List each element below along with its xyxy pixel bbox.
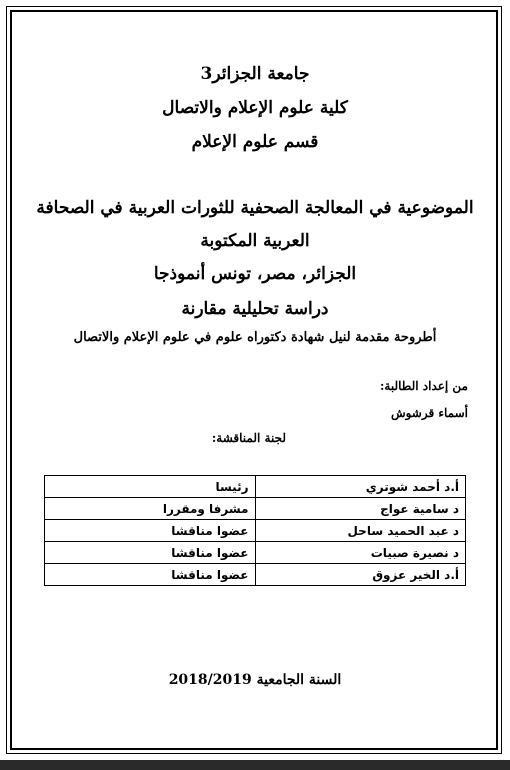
- table-row: [45, 520, 466, 542]
- member-role: عضوا مناقشا: [45, 542, 256, 564]
- department-name: قسم علوم الإعلام: [191, 132, 319, 152]
- thesis-subtitle: الجزائر، مصر، تونس أنموذجا: [153, 264, 357, 284]
- member-name: أ.د الخير عزوق: [255, 564, 466, 586]
- author-name: أسماء قرشوش: [390, 406, 468, 420]
- thesis-title-line1: الموضوعية في المعالجة الصحفية للثورات العربية في الصحافة: [36, 198, 474, 218]
- study-type: دراسة تحليلية مقارنة: [181, 299, 329, 319]
- member-name: د عبد الحميد ساحل: [255, 520, 466, 542]
- member-name: أ.د أحمد شوتري: [255, 476, 466, 498]
- table-row: [45, 564, 466, 586]
- member-role: مشرفا ومقررا: [45, 498, 256, 520]
- member-name: د سامية عواج: [255, 498, 466, 520]
- thesis-purpose: أطروحة مقدمة لنيل شهادة دكتوراه علوم في علوم الإعلام والاتصال: [73, 330, 437, 345]
- committee-table: [44, 475, 466, 586]
- thesis-title-line2: العربية المكتوبة: [200, 231, 310, 251]
- university-name: جامعة الجزائر3: [200, 64, 310, 84]
- table-row: [45, 542, 466, 564]
- member-role: عضوا مناقشا: [45, 520, 256, 542]
- academic-year: السنة الجامعية 2018/2019: [168, 672, 342, 688]
- table-row: [45, 476, 466, 498]
- member-role: عضوا مناقشا: [45, 564, 256, 586]
- faculty-name: كلية علوم الإعلام والاتصال: [162, 98, 348, 118]
- table-row: [45, 498, 466, 520]
- member-name: د نصيرة صبيات: [255, 542, 466, 564]
- committee-label: لجنة المناقشة:: [211, 431, 286, 445]
- author-label: من إعداد الطالبة:: [379, 379, 468, 393]
- scan-edge: [0, 760, 510, 770]
- member-role: رئيسا: [45, 476, 256, 498]
